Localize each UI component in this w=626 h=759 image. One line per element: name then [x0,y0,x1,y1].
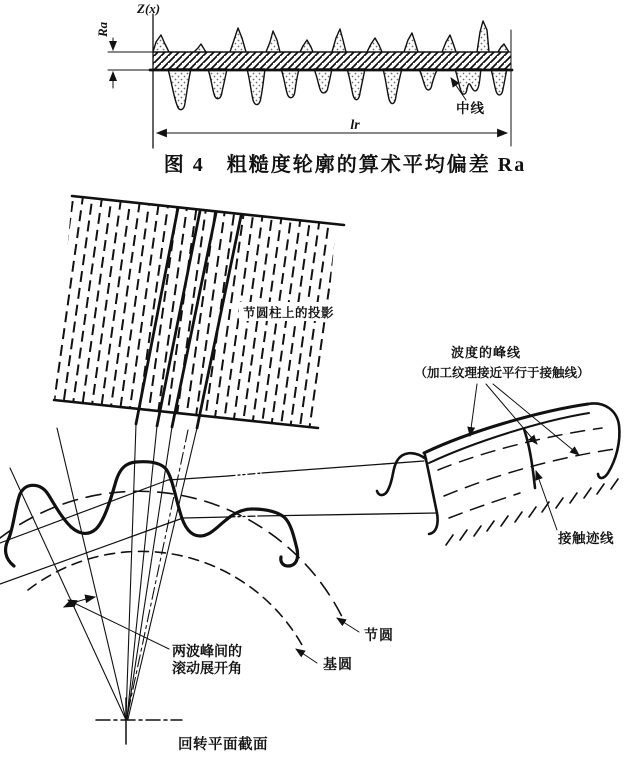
waviness-leaders [470,384,579,455]
z-axis-label: Z(x) [137,1,161,16]
generator-line-upper [168,461,424,480]
ra-hatch-band [153,52,511,70]
section-caption: 回转平面截面 [178,737,268,753]
rolling-angle-leader [68,600,169,649]
waviness-label-line1: 波度的峰线 [450,345,522,360]
waviness-label-line2: （加工纹理接近平行于接触线） [414,366,590,380]
generator-line-lower [183,513,437,518]
pitch-circle-label: 节圆 [364,629,394,644]
contact-trace-leader [536,471,557,530]
tooth-3d [377,403,619,545]
base-circle-leader [296,649,317,663]
rolling-angle-label-line2: 滚动展开角 [172,662,242,677]
pitch-circle-arc [0,491,345,623]
gear-texture-figure [0,196,619,753]
lr-label: lr [350,118,360,133]
base-circle-arc [28,551,302,645]
tooth-3d-right-end [588,403,619,478]
rolling-angle-label-line1: 两波峰间的 [172,645,242,660]
ra-label: Ra [95,21,110,37]
projection-label: 节圆柱上的投影 [243,306,335,320]
base-circle-label: 基圆 [323,658,353,673]
profile-peaks [153,21,509,52]
midline-label: 中线 [456,101,485,116]
roughness-profile-figure [95,1,526,176]
contact-trace-label: 接触迹线 [558,531,614,546]
fig4-caption: 图 4 粗糙度轮廓的算术平均偏差 Ra [163,154,527,176]
contact-trace-line [524,429,535,488]
tooth-3d-ridge-outer [424,404,588,453]
pitch-circle-leader [337,618,359,632]
tooth-3d-left-face [425,455,438,534]
tooth-3d-left-hook [377,453,426,495]
angle-side-right [57,428,126,720]
